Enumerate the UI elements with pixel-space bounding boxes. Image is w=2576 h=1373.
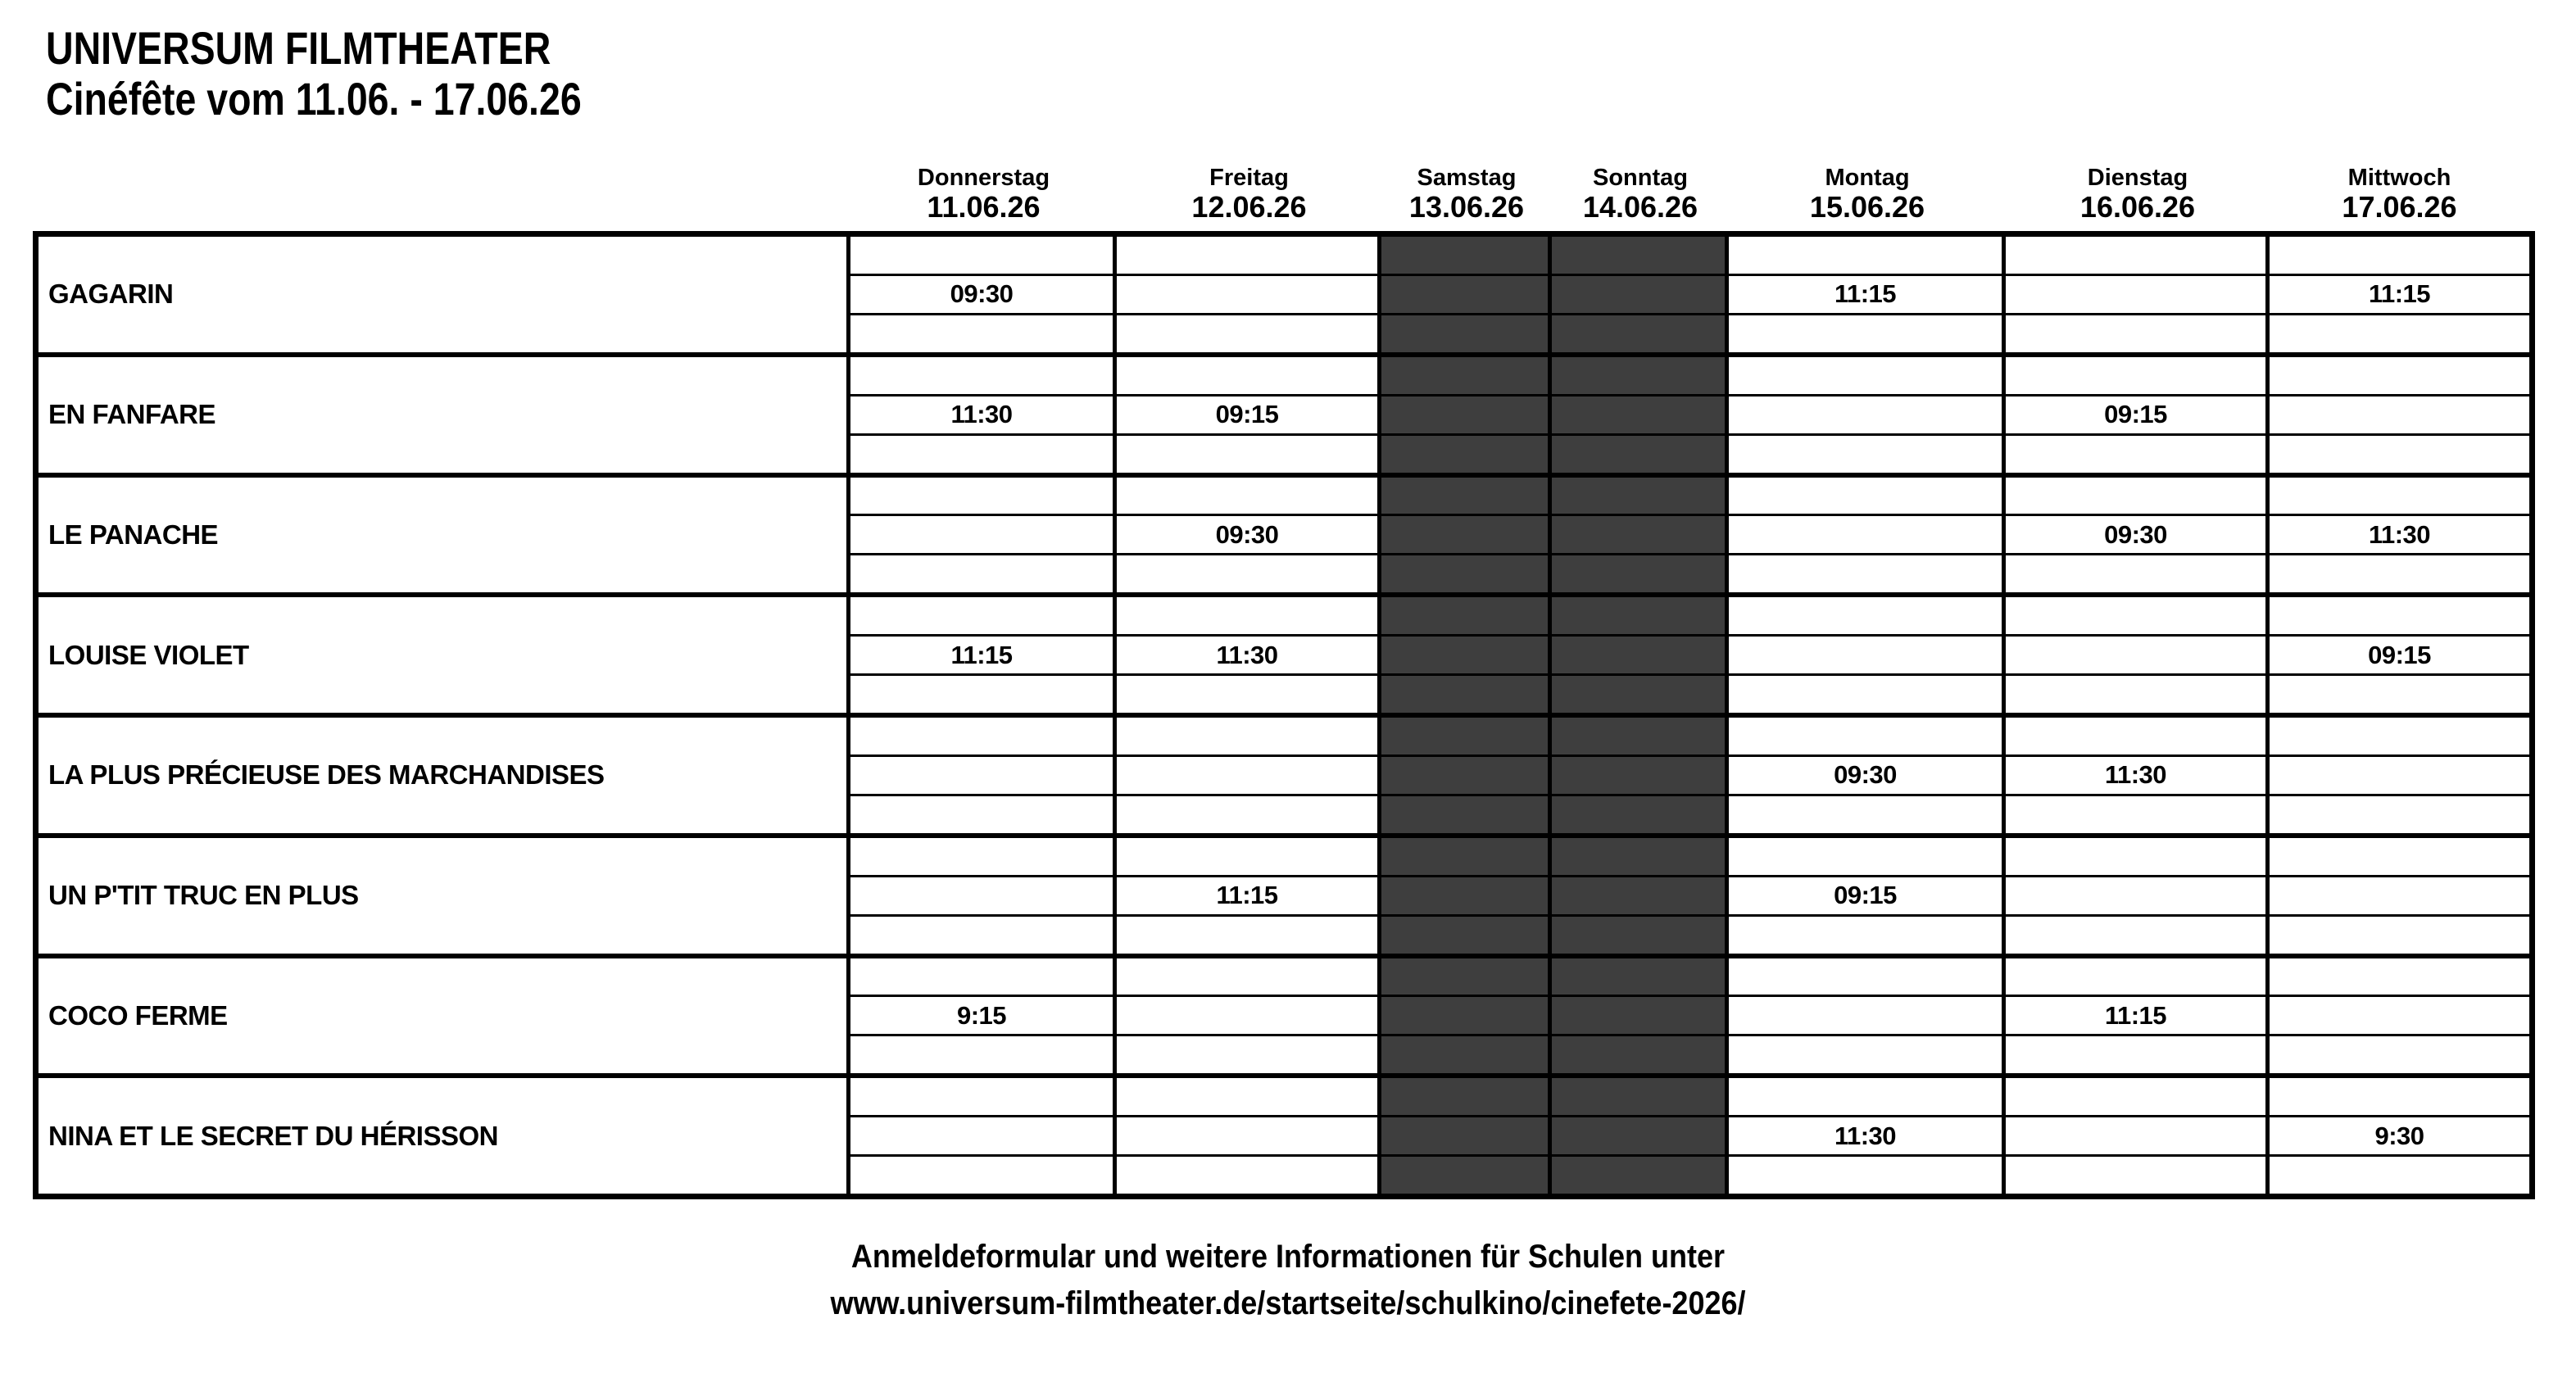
program-subtitle: Cinéfête vom 11.06. - 17.06.26 bbox=[46, 73, 582, 125]
empty-sub-cell bbox=[2006, 1036, 2265, 1073]
empty-sub-cell bbox=[2270, 237, 2529, 276]
empty-sub-cell bbox=[1552, 357, 1725, 396]
empty-sub-cell bbox=[1552, 917, 1725, 954]
empty-sub-cell bbox=[1552, 676, 1725, 713]
day-header bbox=[1381, 164, 1552, 223]
empty-sub-cell bbox=[1381, 917, 1548, 954]
showtime: 11:30 bbox=[1216, 640, 1278, 669]
empty-sub-cell bbox=[1552, 436, 1725, 473]
showtime-cell bbox=[1117, 276, 1377, 315]
empty-sub-cell bbox=[1729, 436, 2002, 473]
empty-sub-cell bbox=[2270, 436, 2529, 473]
closed-day-cell bbox=[1381, 357, 1552, 473]
day-cell bbox=[1117, 357, 1381, 473]
showtime-cell bbox=[1381, 396, 1548, 436]
empty-sub-cell bbox=[1381, 357, 1548, 396]
closed-day-cell bbox=[1381, 718, 1552, 833]
empty-sub-cell bbox=[2270, 796, 2529, 833]
showtime: 11:15 bbox=[2368, 279, 2431, 309]
film-title: LA PLUS PRÉCIEUSE DES MARCHANDISES bbox=[39, 718, 850, 833]
day-name: Donnerstag bbox=[917, 165, 1050, 191]
empty-sub-cell bbox=[1552, 958, 1725, 998]
empty-sub-cell bbox=[1117, 676, 1377, 713]
empty-sub-cell bbox=[2270, 676, 2529, 713]
closed-day-cell bbox=[1381, 958, 1552, 1074]
empty-sub-cell bbox=[2006, 478, 2265, 517]
empty-sub-cell bbox=[1381, 315, 1548, 352]
empty-sub-cell bbox=[1729, 1078, 2002, 1117]
closed-day-cell bbox=[1552, 478, 1729, 593]
empty-sub-cell bbox=[2270, 917, 2529, 954]
empty-sub-cell bbox=[1381, 1078, 1548, 1117]
empty-sub-cell bbox=[1552, 1157, 1725, 1194]
showtime-cell bbox=[1552, 877, 1725, 917]
empty-sub-cell bbox=[1729, 676, 2002, 713]
empty-sub-cell bbox=[1552, 237, 1725, 276]
showtime-cell bbox=[2006, 276, 2265, 315]
empty-sub-cell bbox=[1381, 958, 1548, 998]
empty-sub-cell bbox=[2006, 676, 2265, 713]
showtime: 11:15 bbox=[950, 640, 1013, 669]
showtime-cell bbox=[2006, 1117, 2265, 1157]
day-cell bbox=[1729, 357, 2006, 473]
empty-sub-cell bbox=[850, 1078, 1113, 1117]
footer-url: www.universum-filmtheater.de/startseite/schulkino/cinefete-2026/ bbox=[830, 1285, 1746, 1321]
day-header bbox=[1552, 164, 1729, 223]
day-date: 14.06.26 bbox=[1582, 190, 1698, 224]
empty-sub-cell bbox=[1381, 1157, 1548, 1194]
day-cell bbox=[2006, 237, 2270, 352]
showtime: 11:15 bbox=[1834, 279, 1897, 309]
closed-day-cell bbox=[1552, 958, 1729, 1074]
empty-sub-cell bbox=[850, 838, 1113, 877]
day-cell bbox=[1729, 838, 2006, 954]
film-title: LE PANACHE bbox=[39, 478, 850, 593]
empty-sub-cell bbox=[1117, 796, 1377, 833]
showtime-cell bbox=[1729, 276, 2002, 315]
showtime: 9:15 bbox=[956, 1000, 1007, 1030]
showtime: 11:30 bbox=[2104, 760, 2167, 790]
day-cell bbox=[850, 718, 1117, 833]
showtime: 09:15 bbox=[1834, 881, 1897, 910]
empty-sub-cell bbox=[1117, 315, 1377, 352]
day-header bbox=[1729, 164, 2006, 223]
empty-sub-cell bbox=[850, 1157, 1113, 1194]
day-cell bbox=[1117, 718, 1381, 833]
empty-sub-cell bbox=[850, 315, 1113, 352]
showtime-cell bbox=[1729, 637, 2002, 676]
showtime: 09:15 bbox=[1215, 400, 1279, 429]
film-row bbox=[39, 838, 2529, 958]
film-row bbox=[39, 718, 2529, 838]
day-cell bbox=[2270, 1078, 2529, 1194]
showtime-cell bbox=[1117, 757, 1377, 796]
empty-sub-cell bbox=[1117, 917, 1377, 954]
empty-sub-cell bbox=[2006, 1157, 2265, 1194]
empty-sub-cell bbox=[850, 718, 1113, 757]
showtime-cell bbox=[1117, 396, 1377, 436]
closed-day-cell bbox=[1552, 237, 1729, 352]
empty-sub-cell bbox=[850, 555, 1113, 592]
empty-sub-cell bbox=[1552, 1036, 1725, 1073]
film-title: COCO FERME bbox=[39, 958, 850, 1074]
empty-sub-cell bbox=[1552, 838, 1725, 877]
empty-sub-cell bbox=[850, 357, 1113, 396]
showtime: 9:30 bbox=[2374, 1121, 2424, 1150]
showtime-cell bbox=[1381, 516, 1548, 555]
day-name: Samstag bbox=[1417, 165, 1517, 191]
day-cell bbox=[2006, 478, 2270, 593]
day-cell bbox=[2006, 357, 2270, 473]
empty-sub-cell bbox=[1117, 958, 1377, 998]
title-block bbox=[46, 23, 692, 125]
day-cell bbox=[850, 597, 1117, 713]
showtime-cell bbox=[850, 877, 1113, 917]
empty-sub-cell bbox=[850, 676, 1113, 713]
empty-sub-cell bbox=[2006, 838, 2265, 877]
showtime-cell bbox=[1729, 1117, 2002, 1157]
empty-sub-cell bbox=[850, 436, 1113, 473]
showtime: 09:15 bbox=[2368, 640, 2431, 669]
empty-sub-cell bbox=[1381, 796, 1548, 833]
empty-sub-cell bbox=[850, 958, 1113, 998]
showtime: 11:30 bbox=[950, 400, 1013, 429]
empty-sub-cell bbox=[1117, 597, 1377, 637]
showtime-cell bbox=[850, 997, 1113, 1036]
empty-sub-cell bbox=[850, 478, 1113, 517]
film-row bbox=[39, 958, 2529, 1079]
showtime-cell bbox=[850, 637, 1113, 676]
empty-sub-cell bbox=[1117, 718, 1377, 757]
day-cell bbox=[2006, 838, 2270, 954]
showtime: 09:30 bbox=[950, 279, 1014, 309]
showtime-cell bbox=[1117, 877, 1377, 917]
day-cell bbox=[1117, 1078, 1381, 1194]
showtime-cell bbox=[1552, 276, 1725, 315]
film-row bbox=[39, 237, 2529, 357]
empty-sub-cell bbox=[1729, 478, 2002, 517]
day-cell bbox=[2270, 237, 2529, 352]
empty-sub-cell bbox=[1729, 958, 2002, 998]
empty-sub-cell bbox=[1117, 555, 1377, 592]
empty-sub-cell bbox=[1729, 917, 2002, 954]
showtime: 11:30 bbox=[2368, 519, 2431, 549]
day-date: 16.06.26 bbox=[2079, 190, 2196, 224]
empty-sub-cell bbox=[1117, 1078, 1377, 1117]
empty-sub-cell bbox=[1552, 796, 1725, 833]
showtime-cell bbox=[1381, 757, 1548, 796]
showtime-cell bbox=[2270, 757, 2529, 796]
showtime-cell bbox=[2006, 516, 2265, 555]
empty-sub-cell bbox=[2270, 597, 2529, 637]
showtime-cell bbox=[1381, 877, 1548, 917]
showtime-cell bbox=[850, 396, 1113, 436]
empty-sub-cell bbox=[1117, 357, 1377, 396]
showtime-cell bbox=[1552, 516, 1725, 555]
empty-sub-cell bbox=[1729, 237, 2002, 276]
empty-sub-cell bbox=[1729, 597, 2002, 637]
empty-sub-cell bbox=[1552, 718, 1725, 757]
day-cell bbox=[2270, 357, 2529, 473]
empty-sub-cell bbox=[2006, 436, 2265, 473]
day-cell bbox=[850, 958, 1117, 1074]
empty-sub-cell bbox=[2270, 357, 2529, 396]
showtime-cell bbox=[1381, 1117, 1548, 1157]
empty-sub-cell bbox=[1117, 478, 1377, 517]
empty-sub-cell bbox=[1381, 555, 1548, 592]
empty-sub-cell bbox=[850, 1036, 1113, 1073]
day-cell bbox=[1117, 478, 1381, 593]
empty-sub-cell bbox=[1381, 838, 1548, 877]
showtime-cell bbox=[1552, 997, 1725, 1036]
film-title: LOUISE VIOLET bbox=[39, 597, 850, 713]
day-cell bbox=[2006, 718, 2270, 833]
film-row bbox=[39, 1078, 2529, 1194]
empty-sub-cell bbox=[1729, 357, 2002, 396]
day-cell bbox=[2270, 597, 2529, 713]
day-name: Montag bbox=[1825, 165, 1910, 191]
showtime-cell bbox=[850, 516, 1113, 555]
day-name: Mittwoch bbox=[2347, 165, 2451, 191]
day-header-spacer bbox=[39, 164, 850, 223]
day-cell bbox=[850, 237, 1117, 352]
empty-sub-cell bbox=[1552, 1078, 1725, 1117]
empty-sub-cell bbox=[2270, 838, 2529, 877]
day-cell bbox=[1729, 478, 2006, 593]
showtime-cell bbox=[2270, 276, 2529, 315]
showtime-cell bbox=[1552, 396, 1725, 436]
footer-block bbox=[0, 1234, 2576, 1327]
closed-day-cell bbox=[1381, 1078, 1552, 1194]
showtime-cell bbox=[1117, 637, 1377, 676]
empty-sub-cell bbox=[1117, 436, 1377, 473]
empty-sub-cell bbox=[1117, 1036, 1377, 1073]
showtime-cell bbox=[850, 276, 1113, 315]
day-header bbox=[1117, 164, 1381, 223]
empty-sub-cell bbox=[1729, 555, 2002, 592]
day-date: 15.06.26 bbox=[1809, 190, 1925, 224]
day-cell bbox=[2270, 478, 2529, 593]
empty-sub-cell bbox=[1381, 1036, 1548, 1073]
empty-sub-cell bbox=[2006, 958, 2265, 998]
empty-sub-cell bbox=[1381, 676, 1548, 713]
day-cell bbox=[2006, 958, 2270, 1074]
empty-sub-cell bbox=[850, 237, 1113, 276]
day-header bbox=[2270, 164, 2529, 223]
day-cell bbox=[1117, 958, 1381, 1074]
empty-sub-cell bbox=[2270, 1157, 2529, 1194]
film-title: NINA ET LE SECRET DU HÉRISSON bbox=[39, 1078, 850, 1194]
closed-day-cell bbox=[1552, 718, 1729, 833]
day-date: 17.06.26 bbox=[2342, 190, 2457, 224]
showtime-cell bbox=[2270, 637, 2529, 676]
closed-day-cell bbox=[1552, 597, 1729, 713]
day-cell bbox=[2006, 1078, 2270, 1194]
showtime-cell bbox=[2270, 516, 2529, 555]
empty-sub-cell bbox=[850, 796, 1113, 833]
day-name: Freitag bbox=[1209, 165, 1289, 191]
day-cell bbox=[1729, 958, 2006, 1074]
empty-sub-cell bbox=[2006, 597, 2265, 637]
empty-sub-cell bbox=[1381, 237, 1548, 276]
empty-sub-cell bbox=[1729, 838, 2002, 877]
day-cell bbox=[1729, 718, 2006, 833]
closed-day-cell bbox=[1381, 478, 1552, 593]
showtime-cell bbox=[1117, 1117, 1377, 1157]
showtime-cell bbox=[1552, 1117, 1725, 1157]
closed-day-cell bbox=[1552, 357, 1729, 473]
empty-sub-cell bbox=[1381, 718, 1548, 757]
showtime-cell bbox=[2270, 877, 2529, 917]
empty-sub-cell bbox=[2006, 357, 2265, 396]
showtime-cell bbox=[1381, 276, 1548, 315]
day-name: Sonntag bbox=[1593, 165, 1688, 191]
showtime: 09:30 bbox=[1834, 760, 1897, 790]
empty-sub-cell bbox=[850, 917, 1113, 954]
empty-sub-cell bbox=[1729, 315, 2002, 352]
closed-day-cell bbox=[1381, 597, 1552, 713]
empty-sub-cell bbox=[2006, 718, 2265, 757]
day-cell bbox=[1117, 597, 1381, 713]
empty-sub-cell bbox=[2006, 796, 2265, 833]
schedule-table bbox=[33, 231, 2535, 1199]
film-title: UN P'TIT TRUC EN PLUS bbox=[39, 838, 850, 954]
day-cell bbox=[850, 838, 1117, 954]
empty-sub-cell bbox=[1552, 315, 1725, 352]
empty-sub-cell bbox=[1552, 597, 1725, 637]
empty-sub-cell bbox=[1729, 796, 2002, 833]
showtime-cell bbox=[2006, 877, 2265, 917]
showtime-cell bbox=[850, 757, 1113, 796]
empty-sub-cell bbox=[2006, 237, 2265, 276]
day-date: 13.06.26 bbox=[1408, 190, 1525, 224]
closed-day-cell bbox=[1552, 1078, 1729, 1194]
day-cell bbox=[1117, 237, 1381, 352]
day-cell bbox=[850, 1078, 1117, 1194]
showtime-cell bbox=[1729, 396, 2002, 436]
showtime-cell bbox=[2270, 997, 2529, 1036]
empty-sub-cell bbox=[1729, 718, 2002, 757]
empty-sub-cell bbox=[1117, 838, 1377, 877]
closed-day-cell bbox=[1552, 838, 1729, 954]
showtime: 09:30 bbox=[2104, 519, 2167, 549]
cinema-title: UNIVERSUM FILMTHEATER bbox=[46, 22, 551, 74]
showtime-cell bbox=[2006, 997, 2265, 1036]
showtime-cell bbox=[2270, 396, 2529, 436]
day-cell bbox=[850, 357, 1117, 473]
empty-sub-cell bbox=[2006, 917, 2265, 954]
showtime: 09:30 bbox=[1215, 519, 1279, 549]
day-date: 11.06.26 bbox=[927, 190, 1041, 224]
showtime-cell bbox=[2006, 396, 2265, 436]
film-row bbox=[39, 597, 2529, 718]
film-row bbox=[39, 478, 2529, 598]
day-cell bbox=[2270, 718, 2529, 833]
day-header-row bbox=[39, 164, 2529, 223]
showtime-cell bbox=[1552, 757, 1725, 796]
empty-sub-cell bbox=[1729, 1157, 2002, 1194]
day-date: 12.06.26 bbox=[1191, 190, 1307, 224]
showtime: 11:15 bbox=[2104, 1000, 2167, 1030]
empty-sub-cell bbox=[2270, 1078, 2529, 1117]
showtime-cell bbox=[2270, 1117, 2529, 1157]
empty-sub-cell bbox=[1381, 436, 1548, 473]
showtime-cell bbox=[2006, 637, 2265, 676]
closed-day-cell bbox=[1381, 838, 1552, 954]
showtime-cell bbox=[1729, 997, 2002, 1036]
empty-sub-cell bbox=[850, 597, 1113, 637]
showtime-cell bbox=[1117, 997, 1377, 1036]
empty-sub-cell bbox=[2006, 315, 2265, 352]
showtime: 09:15 bbox=[2104, 400, 2167, 429]
empty-sub-cell bbox=[1117, 1157, 1377, 1194]
day-cell bbox=[2270, 958, 2529, 1074]
showtime-cell bbox=[1381, 997, 1548, 1036]
day-header bbox=[2006, 164, 2270, 223]
day-cell bbox=[1729, 237, 2006, 352]
day-cell bbox=[1729, 597, 2006, 713]
day-header bbox=[850, 164, 1117, 223]
closed-day-cell bbox=[1381, 237, 1552, 352]
showtime: 11:15 bbox=[1216, 881, 1278, 910]
empty-sub-cell bbox=[1381, 478, 1548, 517]
footer-info-text: Anmeldeformular und weitere Informationen für Schulen unter bbox=[850, 1239, 1726, 1275]
day-cell bbox=[850, 478, 1117, 593]
empty-sub-cell bbox=[2270, 315, 2529, 352]
empty-sub-cell bbox=[2270, 478, 2529, 517]
empty-sub-cell bbox=[2006, 555, 2265, 592]
empty-sub-cell bbox=[2270, 958, 2529, 998]
empty-sub-cell bbox=[1552, 555, 1725, 592]
showtime-cell bbox=[1729, 877, 2002, 917]
film-row bbox=[39, 357, 2529, 478]
film-title: EN FANFARE bbox=[39, 357, 850, 473]
showtime-cell bbox=[1552, 637, 1725, 676]
film-title: GAGARIN bbox=[39, 237, 850, 352]
day-cell bbox=[2270, 838, 2529, 954]
showtime-cell bbox=[1117, 516, 1377, 555]
day-name: Dienstag bbox=[2087, 165, 2188, 191]
day-cell bbox=[2006, 597, 2270, 713]
empty-sub-cell bbox=[1117, 237, 1377, 276]
empty-sub-cell bbox=[1729, 1036, 2002, 1073]
showtime: 11:30 bbox=[1834, 1121, 1897, 1150]
showtime-cell bbox=[1729, 516, 2002, 555]
day-cell bbox=[1729, 1078, 2006, 1194]
empty-sub-cell bbox=[2006, 1078, 2265, 1117]
empty-sub-cell bbox=[1381, 597, 1548, 637]
showtime-cell bbox=[1381, 637, 1548, 676]
empty-sub-cell bbox=[1552, 478, 1725, 517]
showtime-cell bbox=[850, 1117, 1113, 1157]
empty-sub-cell bbox=[2270, 718, 2529, 757]
day-cell bbox=[1117, 838, 1381, 954]
showtime-cell bbox=[2006, 757, 2265, 796]
empty-sub-cell bbox=[2270, 555, 2529, 592]
empty-sub-cell bbox=[2270, 1036, 2529, 1073]
showtime-cell bbox=[1729, 757, 2002, 796]
